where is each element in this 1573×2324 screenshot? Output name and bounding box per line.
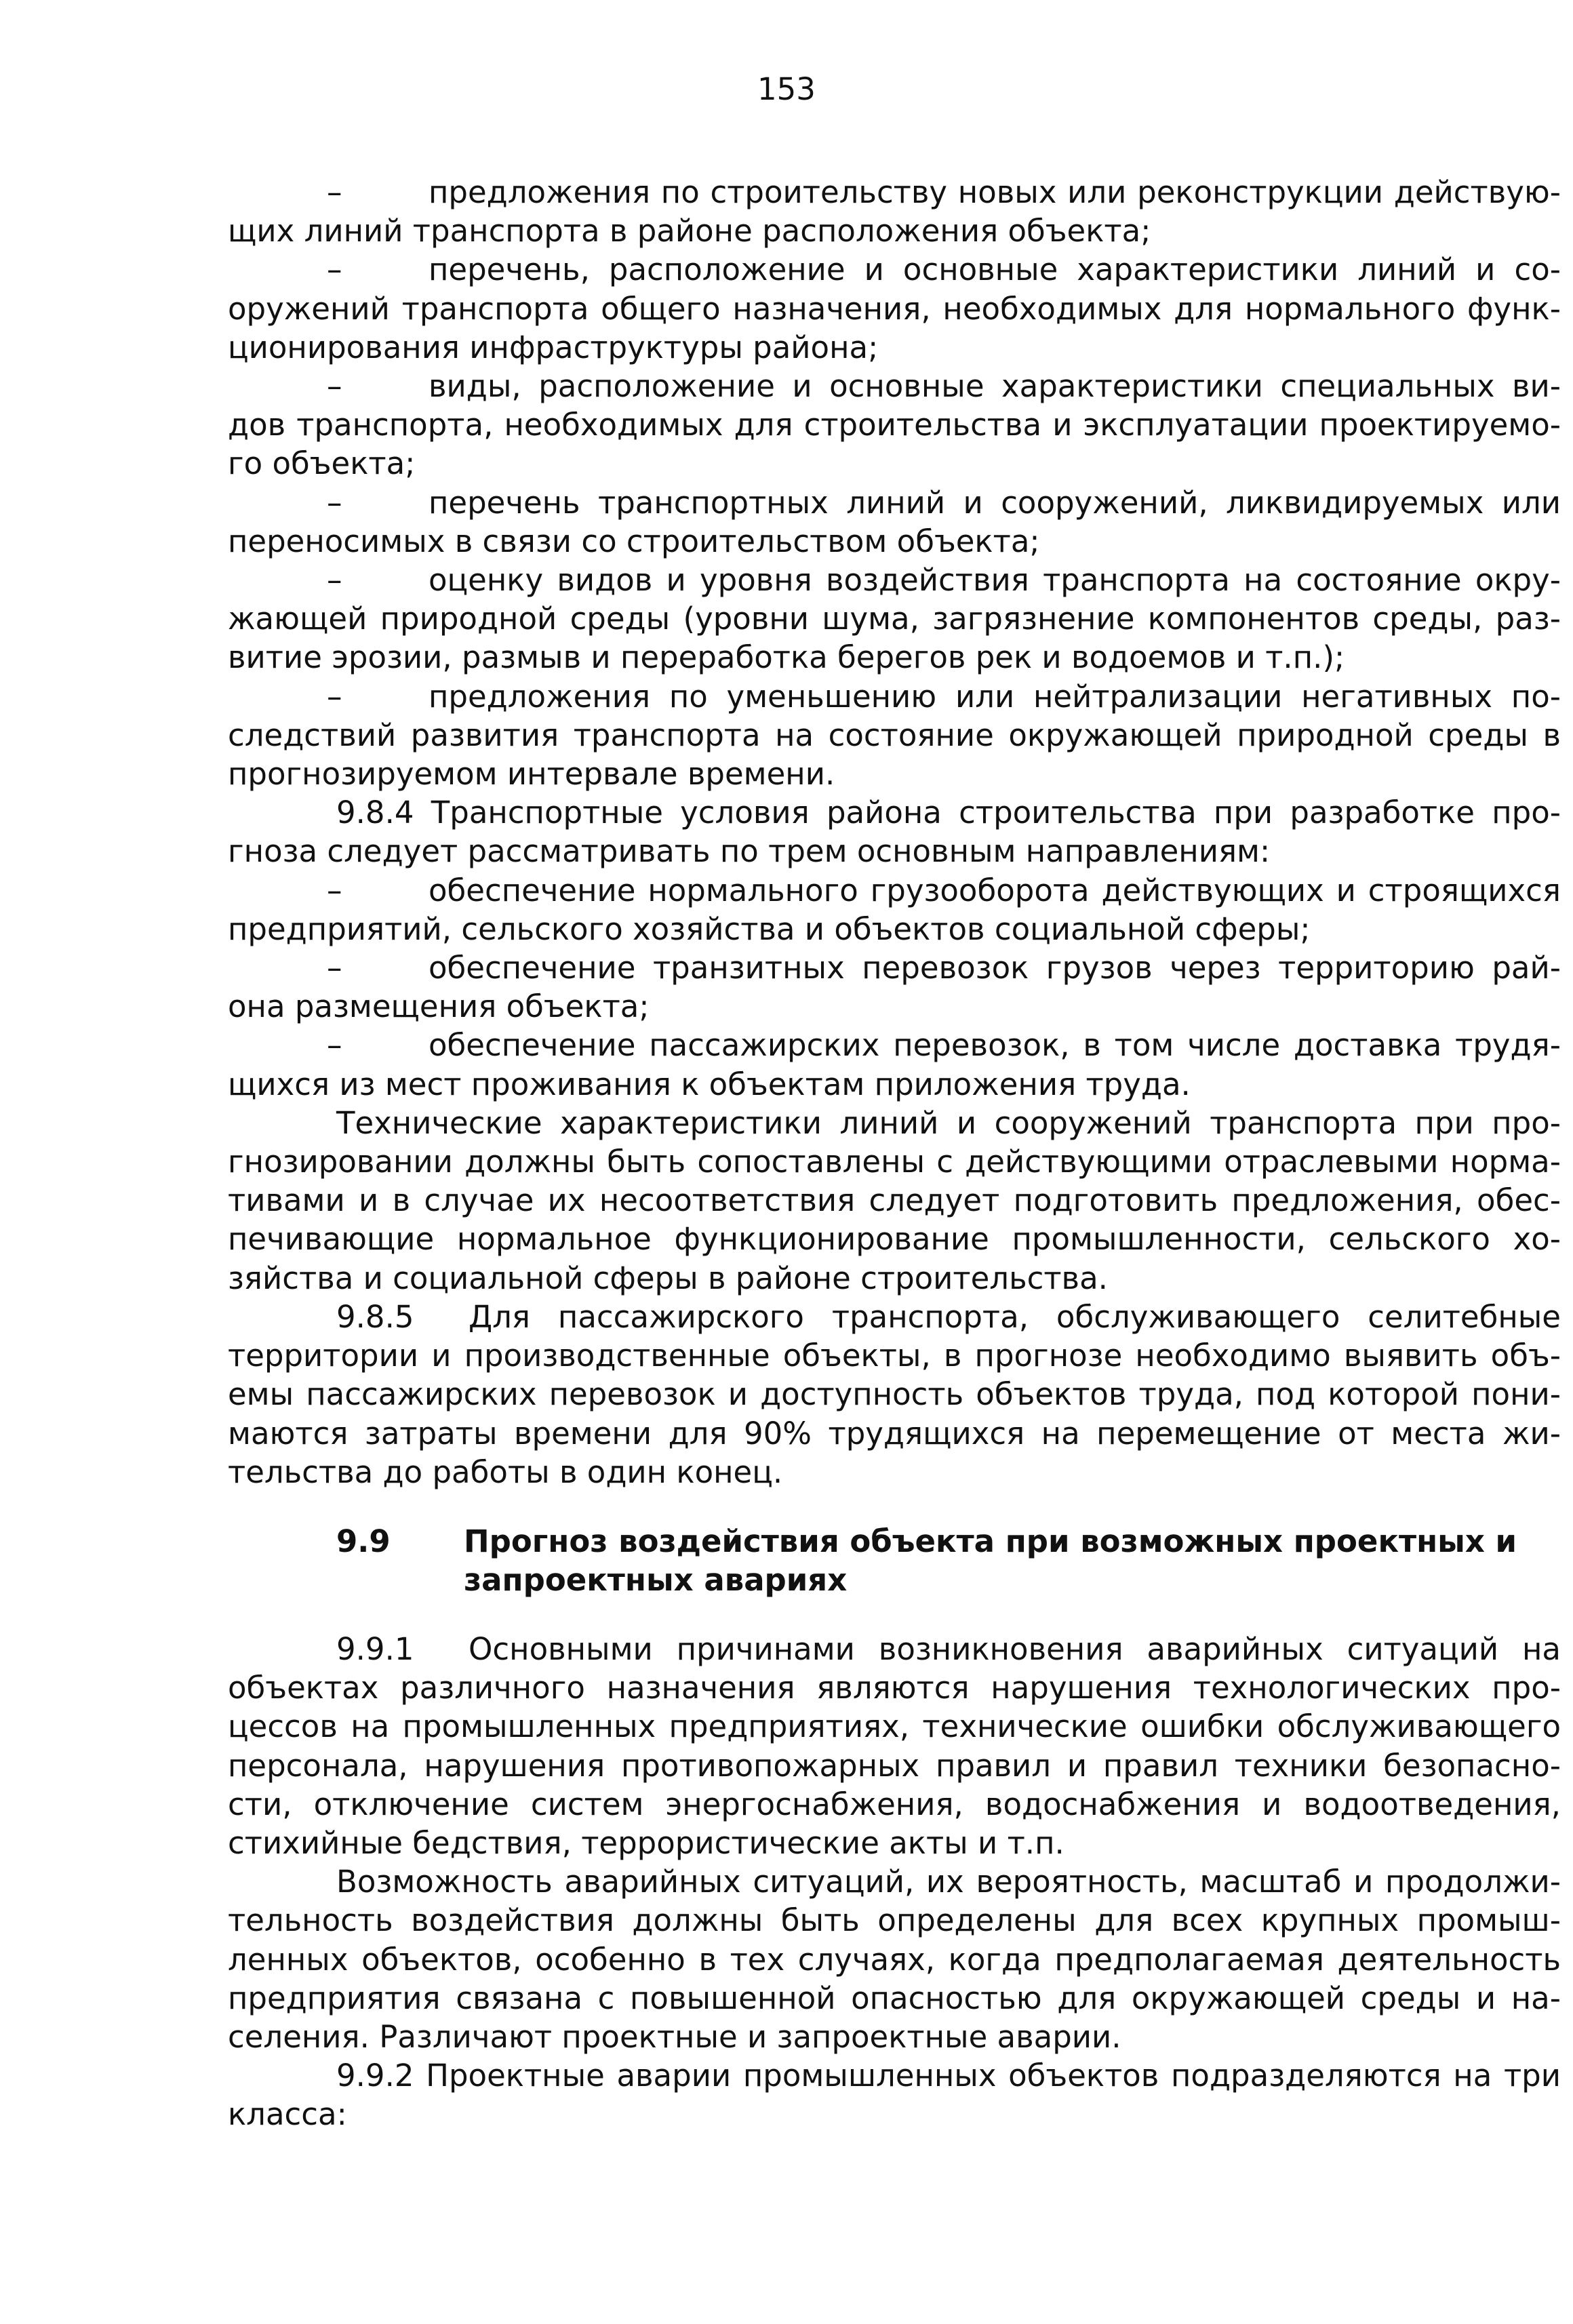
section-heading-9-9 [228,1522,1561,1599]
bullet-text: обеспечение пассажирских перевозок, в том числе доставка трудящихся из мест проживания к объектам приложения труда. [228,1027,1561,1102]
dash-marker: – [327,368,342,405]
section-title: Прогноз воздействия объекта при возможных проектных и запроектных авариях [464,1523,1517,1598]
paragraph-9-9-1 [228,1630,1561,1862]
bullet-item [228,483,1561,561]
bullet-item [228,250,1561,367]
paragraph-9-8-4 [228,793,1561,870]
bullet-item [228,677,1561,794]
page-number: 153 [757,71,816,107]
bullet-text: обеспечение нормального грузооборота действующих и строящихся предприятий, сельского хозяйства и объектов социальной сферы; [228,872,1561,947]
bullet-text: виды, расположение и основные характеристики специальных видов транспорта, необходимых для строительства и эксплуатации проектируемого объекта; [228,368,1561,482]
dash-marker: – [327,484,342,521]
bullet-text: оценку видов и уровня воздействия транспорта на состояние окружающей природной среды (уровни шума, загрязнение компонентов среды, развитие эрозии, размыв и переработка берегов рек и водоемов и т.п.); [228,562,1561,676]
dash-marker: – [327,1027,342,1064]
bullet-text: перечень транспортных линий и сооружений, ликвидируемых или переносимых в связи со строительством объекта; [228,484,1561,559]
bullet-item [228,367,1561,483]
dash-marker: – [327,678,342,715]
dash-marker: – [327,562,342,599]
bullet-text: обеспечение транзитных перевозок грузов через территорию района размещения объекта; [228,950,1561,1025]
dash-marker: – [327,872,342,908]
dash-marker: – [327,252,342,288]
bullet-item [228,561,1561,677]
clause-number: 9.9.2 [336,2058,414,2094]
paragraph-9-9-2 [228,2056,1561,2133]
clause-number: 9.8.4 [336,795,414,831]
bullet-item [228,948,1561,1026]
section-number: 9.9 [336,1523,391,1559]
paragraph-9-8-5 [228,1298,1561,1491]
clause-number: 9.9.1 [336,1630,414,1667]
dash-marker: – [327,174,342,210]
clause-number: 9.8.5 [336,1298,414,1335]
paragraph-text: Проектные аварии промышленных объектов подразделяются на три класса: [228,2058,1561,2133]
bullet-text: предложения по строительству новых или реконструкции действующих линий транспорта в районе расположения объекта; [228,174,1561,249]
paragraph-text: Для пассажирского транспорта, обслуживающего селитебные территории и производственные объекты, в прогнозе необходимо выявить объемы пассажирских перевозок и доступность объектов труда, под которой понимаются затраты времени для 90% трудящихся на перемещение от места жительства до работы в один конец. [228,1298,1561,1490]
bullet-item [228,1026,1561,1103]
bullet-text: перечень, расположение и основные характеристики линий и сооружений транспорта общего назначения, необходимых для нормального функционирования инфраструктуры района; [228,252,1561,365]
text-body [228,173,1561,2134]
bullet-text: предложения по уменьшению или нейтрализации негативных последствий развития транспорта на состояние окружающей природной среды в прогнозируемом интервале времени. [228,678,1561,793]
bullet-item [228,871,1561,948]
paragraph-text: Транспортные условия района строительства при разработке прогноза следует рассматривать по трем основным направлениям: [228,795,1561,870]
dash-marker: – [327,950,342,986]
paragraph-text: Основными причинами возникновения аварийных ситуаций на объектах различного назначения являются нарушения технологических процессов на промышленных предприятиях, технические ошибки обслуживающего персонала, нарушения противопожарных правил и правил техники безопасности, отключение систем энергоснабжения, водоснабжения и водоотведения, стихийные бедствия, террористические акты и т.п. [228,1630,1561,1861]
bullet-item [228,173,1561,250]
paragraph-possibility: Возможность аварийных ситуаций, их вероятность, масштаб и продолжительность воздействия должны быть определены для всех крупных промышленных объектов, особенно в тех случаях, когда предполагаемая деятельность предприятия связана с повышенной опасностью для окружающей среды и населения. Различают проектные и запроектные аварии. [228,1864,1561,2055]
paragraph-technical: Технические характеристики линий и сооружений транспорта при прогнозировании должны быть сопоставлены с действующими отраслевыми нормативами и в случае их несоответствия следует подготовить предложения, обеспечивающие нормальное функционирование промышленности, сельского хозяйства и социальной сферы в районе строительства. [228,1104,1561,1296]
